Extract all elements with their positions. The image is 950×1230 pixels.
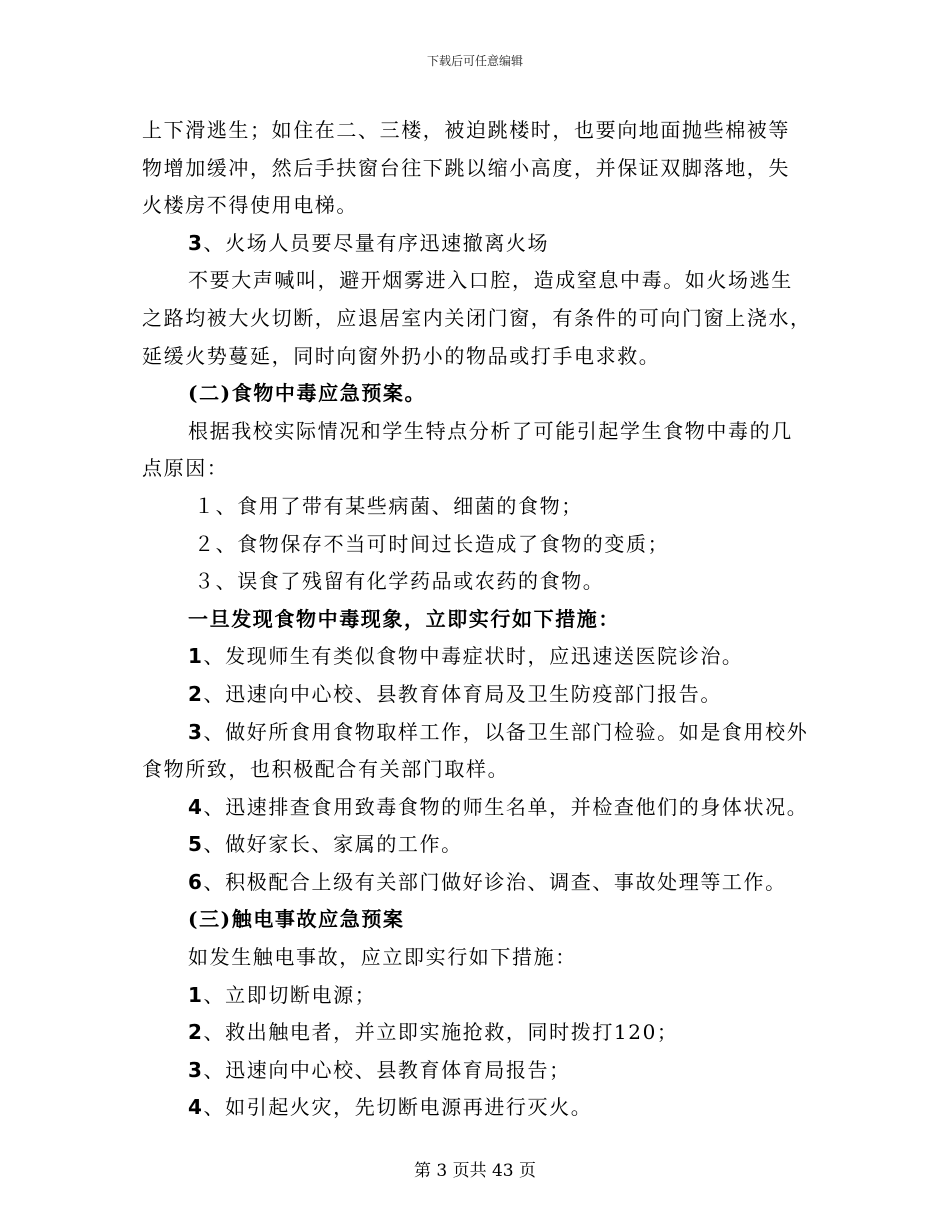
line-text: 、积极配合上级有关部门做好诊治、调查、事故处理等工作。 <box>203 869 787 894</box>
line-text: (三)触电事故应急预案 <box>188 907 405 932</box>
line-text: 、如引起火灾，先切断电源再进行灭火。 <box>203 1095 593 1120</box>
line-text: 火楼房不得使用电梯。 <box>142 193 358 218</box>
paragraph-line <box>142 300 822 338</box>
page-header: 下载后可任意编辑 <box>426 54 523 68</box>
line-text: 、立即切断电源； <box>203 982 377 1007</box>
line-text: 不要大声喊叫，避开烟雾进入口腔，造成窒息中毒。如火场逃生 <box>188 268 793 293</box>
paragraph-line <box>142 112 822 150</box>
line-text: 、发现师生有类似食物中毒症状时，应迅速送医院诊治。 <box>203 644 744 669</box>
paragraph-line <box>142 676 822 714</box>
paragraph-line <box>142 526 822 564</box>
section-heading <box>142 901 822 939</box>
line-text: １、食用了带有某些病菌、细菌的食物； <box>194 493 583 518</box>
line-text: 一旦发现食物中毒现象，立即实行如下措施： <box>188 606 620 631</box>
line-text: 之路均被大火切断，应退居室内关闭门窗，有条件的可向门窗上浇水， <box>142 305 812 330</box>
paragraph-line <box>142 1089 822 1127</box>
paragraph-line <box>142 413 822 451</box>
document-body <box>142 112 822 1127</box>
paragraph-line <box>142 187 822 225</box>
paragraph-line <box>142 826 822 864</box>
line-text: 食物所致，也积极配合有关部门取样。 <box>142 757 510 782</box>
paragraph-line <box>142 488 822 526</box>
line-text: 延缓火势蔓延，同时向窗外扔小的物品或打手电求救。 <box>142 343 661 368</box>
paragraph-line <box>142 225 822 263</box>
section-heading <box>142 375 822 413</box>
list-number: 6 <box>188 869 204 894</box>
paragraph-line <box>142 262 822 300</box>
line-text: 如发生触电事故，应立即实行如下措施： <box>188 945 577 970</box>
line-text: ２、食物保存不当可时间过长造成了食物的变质； <box>194 531 670 556</box>
paragraph-line <box>142 939 822 977</box>
list-number: 4 <box>188 1095 204 1120</box>
paragraph-line <box>142 714 822 752</box>
paragraph-line <box>142 1014 822 1052</box>
page-footer: 第 3 页共 43 页 <box>413 1161 537 1181</box>
line-text: 、做好家长、家属的工作。 <box>203 832 463 857</box>
line-text: 上下滑逃生；如住在二、三楼，被迫跳楼时，也要向地面抛些棉被等 <box>142 118 790 142</box>
list-number: 2 <box>188 681 204 706</box>
list-number: 1 <box>188 982 204 1007</box>
line-text: 、迅速向中心校、县教育体育局报告； <box>203 1057 571 1082</box>
paragraph-line <box>142 150 822 188</box>
paragraph-line <box>142 338 822 376</box>
list-number: 1 <box>188 644 204 669</box>
section-heading <box>142 601 822 639</box>
line-text: 、做好所食用食物取样工作，以备卫生部门检验。如是食用校外 <box>203 719 809 744</box>
list-number: 4 <box>188 794 204 819</box>
list-number: 3 <box>188 1057 204 1082</box>
paragraph-line <box>142 789 822 827</box>
line-text: (二)食物中毒应急预案。 <box>188 381 427 406</box>
line-text: 、迅速排查食用致毒食物的师生名单，并检查他们的身体状况。 <box>203 794 809 819</box>
list-number: 5 <box>188 832 204 857</box>
list-number: 3 <box>188 230 204 255</box>
list-number: 2 <box>188 1020 204 1045</box>
paragraph-line <box>142 563 822 601</box>
line-text: 、救出触电者，并立即实施抢救，同时拨打120； <box>203 1020 679 1045</box>
line-text: 物增加缓冲，然后手扶窗台往下跳以缩小高度，并保证双脚落地，失 <box>142 155 790 180</box>
paragraph-line <box>142 450 822 488</box>
line-text: 、迅速向中心校、县教育体育局及卫生防疫部门报告。 <box>203 681 722 706</box>
paragraph-line <box>142 751 822 789</box>
line-text: ３、误食了残留有化学药品或农药的食物。 <box>194 569 605 594</box>
list-number: 3 <box>188 719 204 744</box>
paragraph-line <box>142 638 822 676</box>
paragraph-line <box>142 977 822 1015</box>
line-text: 、火场人员要尽量有序迅速撤离火场 <box>203 230 550 255</box>
paragraph-line <box>142 864 822 902</box>
line-text: 根据我校实际情况和学生特点分析了可能引起学生食物中毒的几 <box>188 418 793 443</box>
paragraph-line <box>142 1052 822 1090</box>
line-text: 点原因： <box>142 456 229 481</box>
